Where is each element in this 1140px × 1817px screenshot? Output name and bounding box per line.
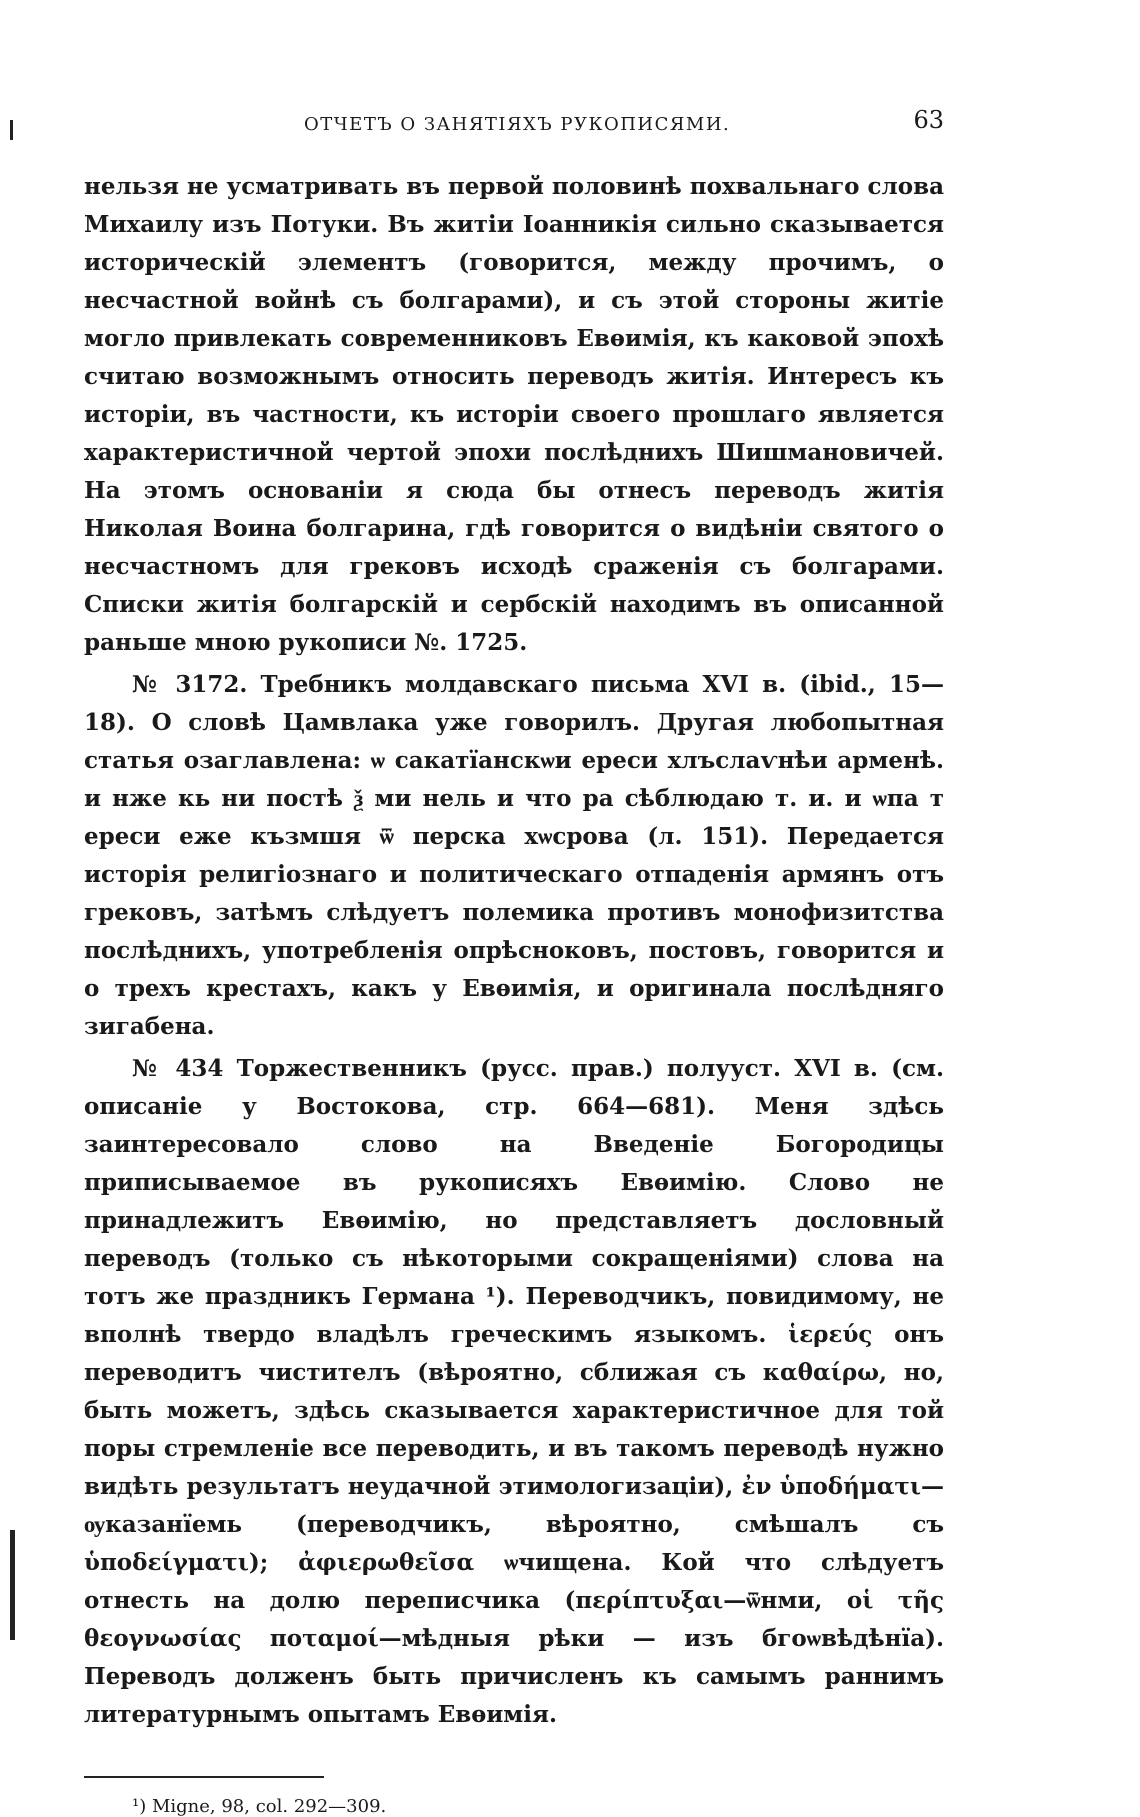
- paragraph-ms-3172: № 3172. Требникъ молдавскаго письма XVI в. (ibid., 15—18). О словѣ Цамвлака уже говорилъ. Другая любопытная статья озаглавлена: ѡ сакатїанскѡи ереси хлъслаѵнѣи арменѣ. и нже кь ни постѣ ѯ ми нель и что ра сѣблюдаю т. и. и ѡпа т ереси еже къзмшя ѿ перска хѡсрова (л. 151). Передается исторія религіознаго и политическаго отпаденія армянъ отъ грековъ, затѣмъ слѣдуетъ полемика противъ монофизитства послѣднихъ, употребленія опрѣсноковъ, постовъ, говорится и о трехъ крестахъ, какъ у Евѳимія, и оригинала послѣдняго зигабена.: [84, 671, 944, 1040]
- book-page: [84, 100, 944, 1817]
- running-title: ОТЧЕТЪ О ЗАНЯТІЯХЪ РУКОПИСЯМИ.: [304, 114, 731, 135]
- scan-edge-mark-bottom: [10, 1530, 15, 1640]
- body-text: [84, 168, 944, 1734]
- scan-edge-mark-top: [10, 120, 13, 140]
- footnote-divider: [84, 1776, 324, 1778]
- paragraph-ms-434: № 434 Торжественникъ (русс. прав.) полууст. XVI в. (см. описаніе у Востокова, стр. 664—681). Меня здѣсь заинтересовало слово на Введеніе Богородицы приписываемое въ рукописяхъ Евѳимію. Слово не принадлежитъ Евѳимію, но представляетъ дословный переводъ (только съ нѣкоторыми сокращеніями) слова на тотъ же праздникъ Германа ¹). Переводчикъ, повидимому, не вполнѣ твердо владѣлъ греческимъ языкомъ. ἱερεύς онъ переводитъ чистителъ (вѣроятно, сближая съ καθαίρω, но, быть можетъ, здѣсь сказывается характеристичное для той поры стремленіе все переводить, и въ такомъ переводѣ нужно видѣть результатъ неудачной этимологизаціи), ἐν ὑποδήματι—ѹказанїемь (переводчикъ, вѣроятно, смѣшалъ съ ὑποδείγματι); ἀφιερωθεῖσα ѡчищена. Кой что слѣдуетъ отнесть на долю переписчика (περίπτυξαι—ѿнми, οἱ τῆς θεογνωσίας ποταμοί—мѣдныя рѣки — изъ бгоѡвѣдѣнїа). Переводъ долженъ быть причисленъ къ самымъ раннимъ литературнымъ опытамъ Евѳимія.: [84, 1055, 944, 1728]
- footnote: ¹) Migne, 98, col. 292—309.: [132, 1796, 387, 1817]
- paragraph-continuation: нельзя не усматривать въ первой половинѣ похвальнаго слова Михаилу изъ Потуки. Въ житіи Іоанникія сильно сказывается историческій элементъ (говорится, между прочимъ, о несчастной войнѣ съ болгарами), и съ этой стороны житіе могло привлекать современниковъ Евѳимія, къ каковой эпохѣ считаю возможнымъ относить переводъ житія. Интересъ къ исторіи, въ частности, къ исторіи своего прошлаго является характеристичной чертой эпохи послѣднихъ Шишмановичей. На этомъ основаніи я сюда бы отнесъ переводъ житія Николая Воина болгарина, гдѣ говорится о видѣніи святого о несчастномъ для грековъ исходѣ сраженія съ болгарами. Списки житія болгарскій и сербскій находимъ въ описанной раньше мною рукописи №. 1725.: [84, 173, 944, 656]
- page-number: 63: [913, 106, 944, 134]
- running-head: [84, 100, 944, 140]
